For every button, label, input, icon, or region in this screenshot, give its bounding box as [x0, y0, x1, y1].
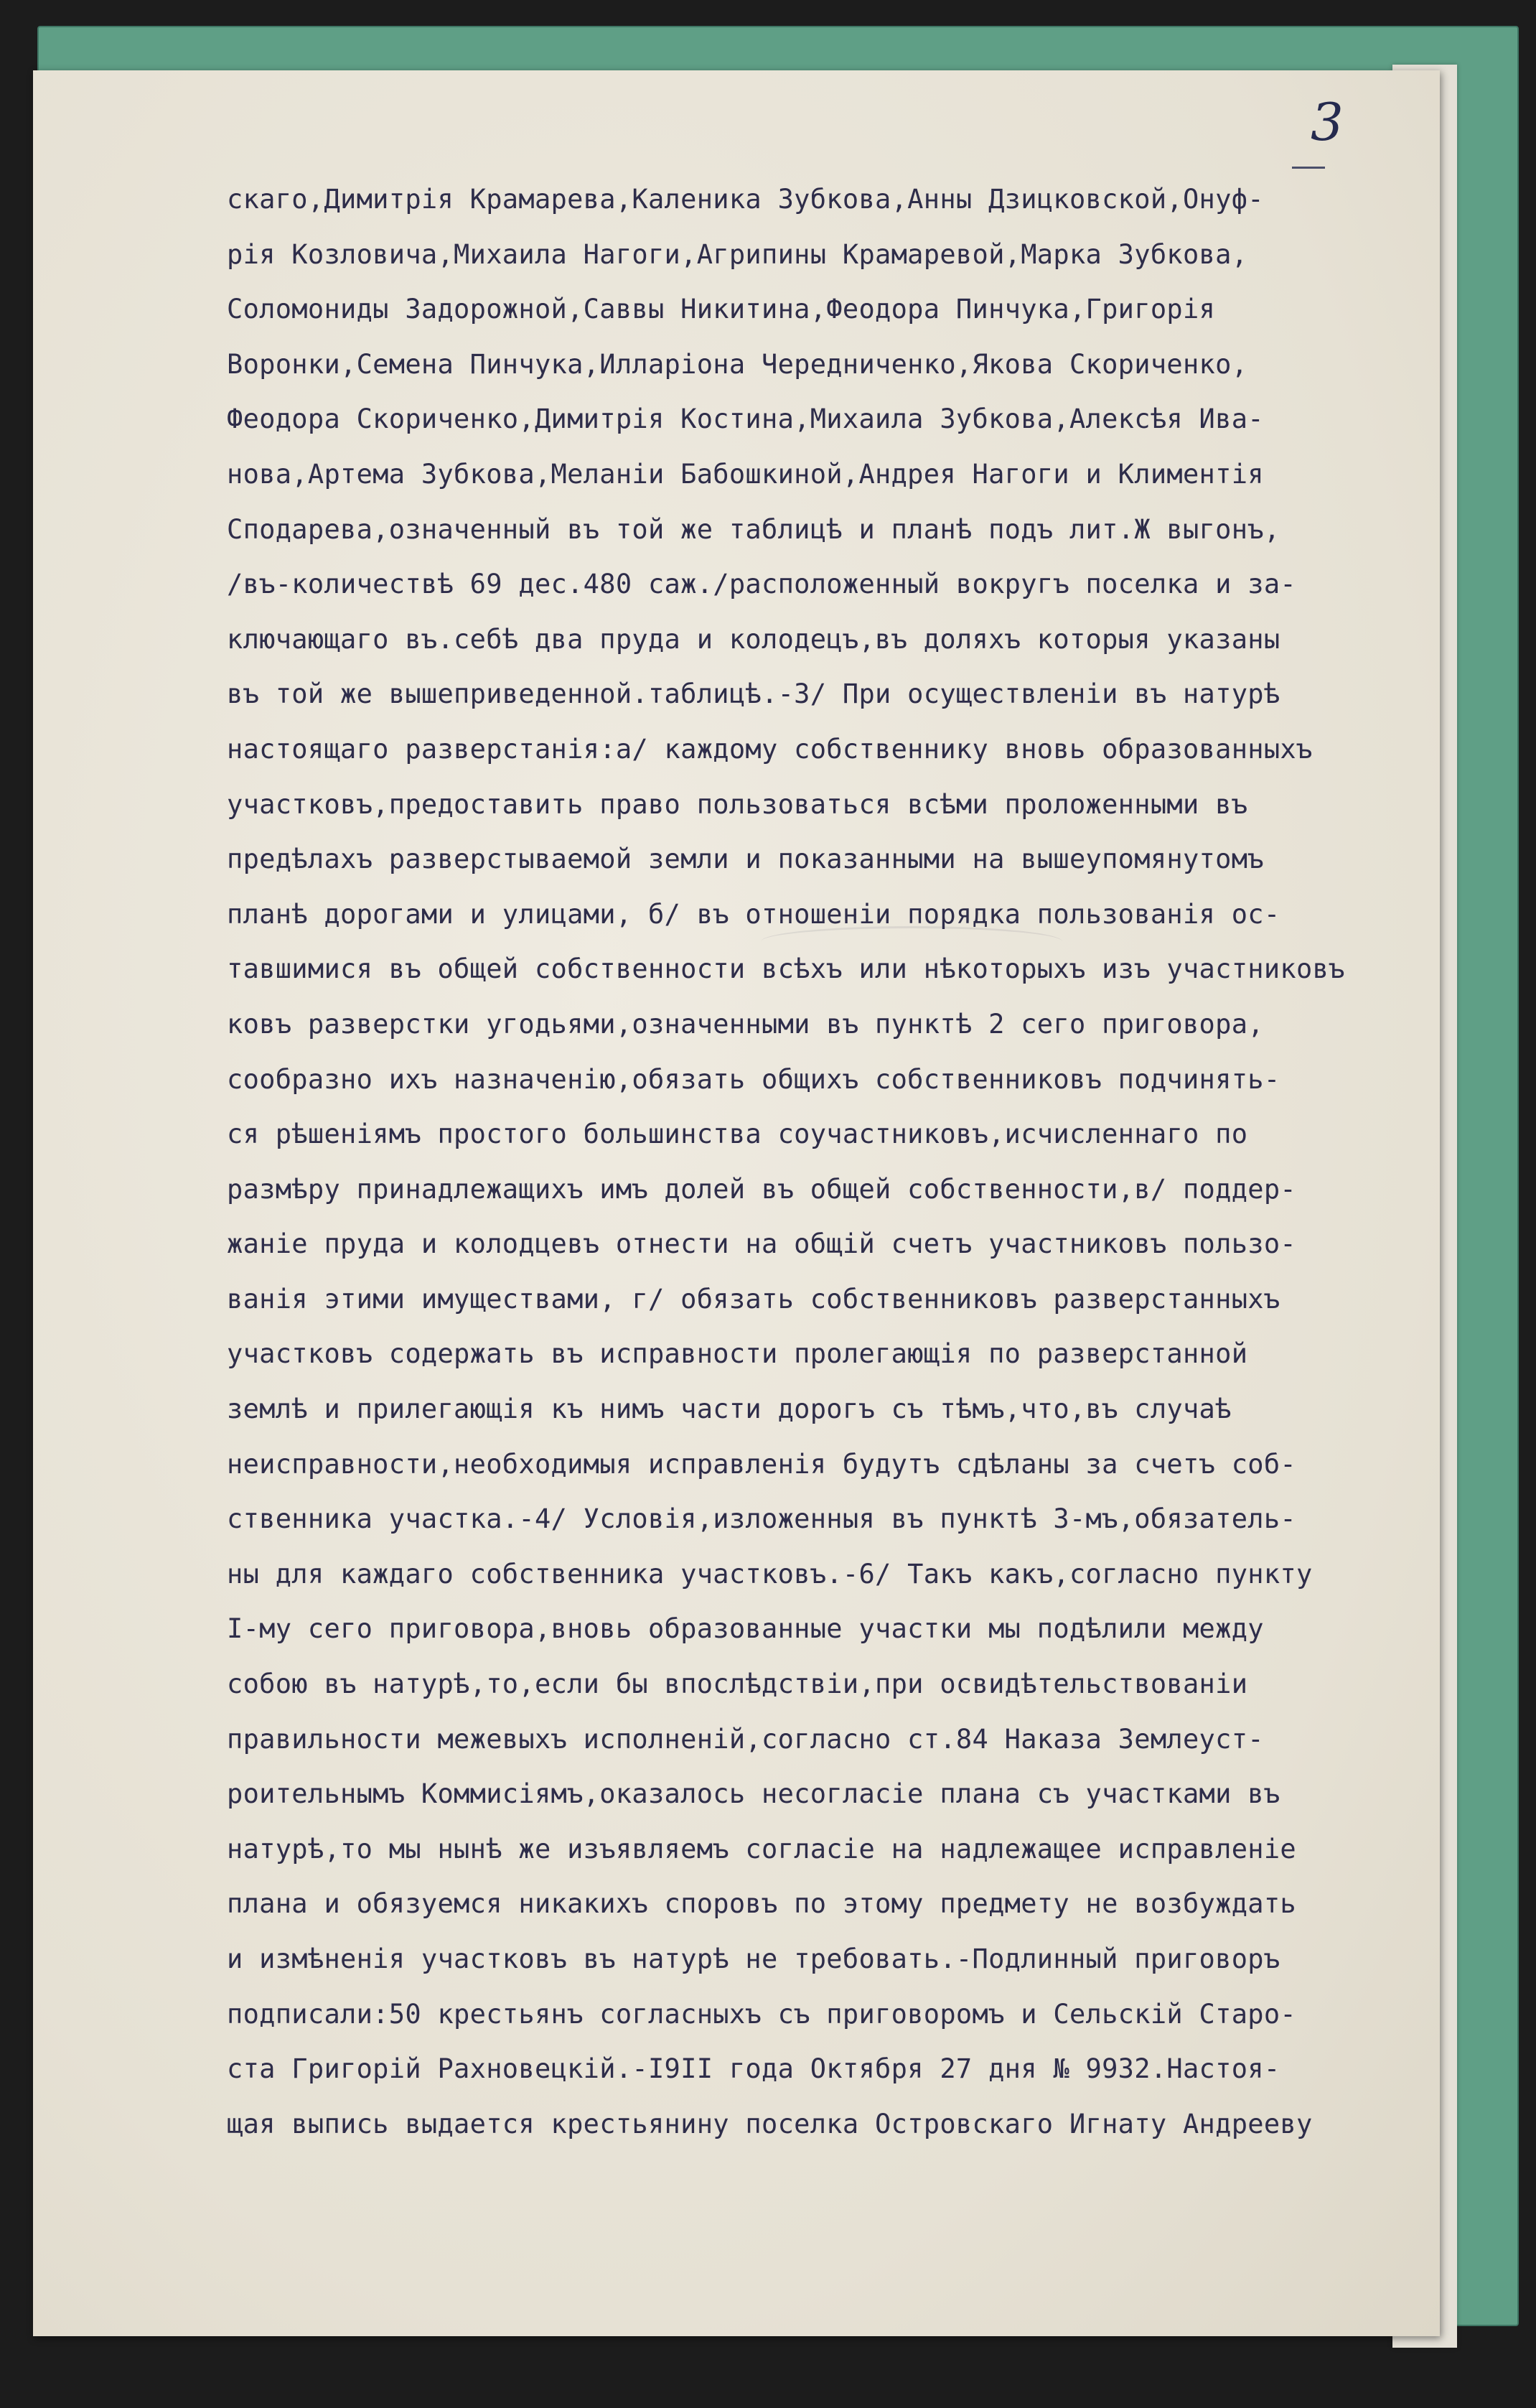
text-line: планѣ дорогами и улицами, б/ въ отношеніи порядка пользованія ос- [227, 898, 1280, 930]
text-line: жаніе пруда и колодцевъ отнести на общій счетъ участниковъ пользо- [227, 1228, 1297, 1260]
text-line: ны для каждаго собственника участковъ.-6/ Такъ какъ,согласно пункту [227, 1558, 1313, 1590]
text-line: ключающаго въ.себѣ два пруда и колодецъ,въ доляхъ которыя указаны [227, 623, 1280, 655]
text-line: нова,Артема Зубкова,Меланіи Бабошкиной,Андрея Нагоги и Климентія [227, 458, 1264, 490]
text-line: подписали:50 крестьянъ согласныхъ съ приговоромъ и Сельскій Старо- [227, 1998, 1297, 2030]
text-line: сообразно ихъ назначенію,обязать общихъ собственниковъ подчинять- [227, 1063, 1280, 1095]
text-line: роительнымъ Коммисіямъ,оказалось несогласіе плана съ участками въ [227, 1778, 1280, 1810]
text-line: и измѣненія участковъ въ натурѣ не требовать.-Подлинный приговоръ [227, 1943, 1280, 1974]
text-line: натурѣ,то мы нынѣ же изъявляемъ согласіе на надлежащее исправленіе [227, 1833, 1297, 1865]
text-line: землѣ и прилегающія къ нимъ части дорогъ съ тѣмъ,что,въ случаѣ [227, 1394, 1232, 1425]
text-line: I-му сего приговора,вновь образованные участки мы подѣлили между [227, 1613, 1264, 1645]
text-line: собою въ натурѣ,то,если бы впослѣдствіи,при освидѣтельствованіи [227, 1669, 1248, 1700]
text-line: участковъ,предоставить право пользоваться всѣми проложенными въ [227, 788, 1248, 820]
text-line: ста Григорій Рахновецкій.-I9II года Октября 27 дня № 9932.Настоя- [227, 2053, 1280, 2085]
text-line: размѣру принадлежащихъ имъ долей въ общей собственности,в/ поддер- [227, 1173, 1297, 1205]
text-line: ся рѣшеніямъ простого большинства соучастниковъ,исчисленнаго по [227, 1119, 1248, 1150]
text-line: плана и обязуемся никакихъ споровъ по этому предмету не возбуждать [227, 1888, 1297, 1920]
text-line: тавшимися въ общей собственности всѣхъ или нѣкоторыхъ изъ участниковъ [227, 953, 1345, 985]
text-line: Феодора Скориченко,Димитрія Костина,Михаила Зубкова,Алексѣя Ива- [227, 403, 1264, 435]
text-line: предѣлахъ разверстываемой земли и показанными на вышеупомянутомъ [227, 844, 1264, 875]
text-line: ственника участка.-4/ Условія,изложенныя въ пунктѣ 3-мъ,обязатель- [227, 1503, 1297, 1535]
text-line: рія Козловича,Михаила Нагоги,Агрипины Крамаревой,Марка Зубкова, [227, 238, 1248, 270]
text-line: правильности межевыхъ исполненій,согласно ст.84 Наказа Землеуст- [227, 1723, 1264, 1755]
text-line: ванія этими имуществами, г/ обязать собственниковъ разверстанныхъ [227, 1283, 1280, 1315]
page-number-underline [1292, 167, 1325, 169]
text-line: Соломониды Задорожной,Саввы Никитина,Феодора Пинчука,Григорія [227, 294, 1216, 325]
text-line: щая выпись выдается крестьянину поселка Островскаго Игнату Андрееву [227, 2108, 1313, 2139]
text-line: скаго,Димитрія Крамарева,Каленика Зубкова,Анны Дзицковской,Онуф- [227, 184, 1264, 215]
text-line: въ той же вышеприведенной.таблицѣ.-3/ При осуществленіи въ натурѣ [227, 678, 1280, 710]
text-line: Воронки,Семена Пинчука,Илларіона Чередниченко,Якова Скориченко, [227, 348, 1248, 380]
text-line: участковъ содержать въ исправности пролегающія по разверстанной [227, 1338, 1248, 1370]
page-number: 3 [1311, 92, 1344, 152]
text-line: неисправности,необходимыя исправленія будутъ сдѣланы за счетъ соб- [227, 1448, 1297, 1480]
typed-text-block [227, 172, 1447, 2152]
text-line: /въ-количествѣ 69 дес.480 саж./расположенный вокругъ поселка и за- [227, 569, 1297, 600]
text-line: ковъ разверстки угодьями,означенными въ пунктѣ 2 сего приговора, [227, 1008, 1264, 1040]
text-line: настоящаго разверстанія:а/ каждому собственнику вновь образованныхъ [227, 733, 1313, 765]
text-line: Сподарева,означенный въ той же таблицѣ и планѣ подъ лит.Ж выгонъ, [227, 513, 1280, 545]
